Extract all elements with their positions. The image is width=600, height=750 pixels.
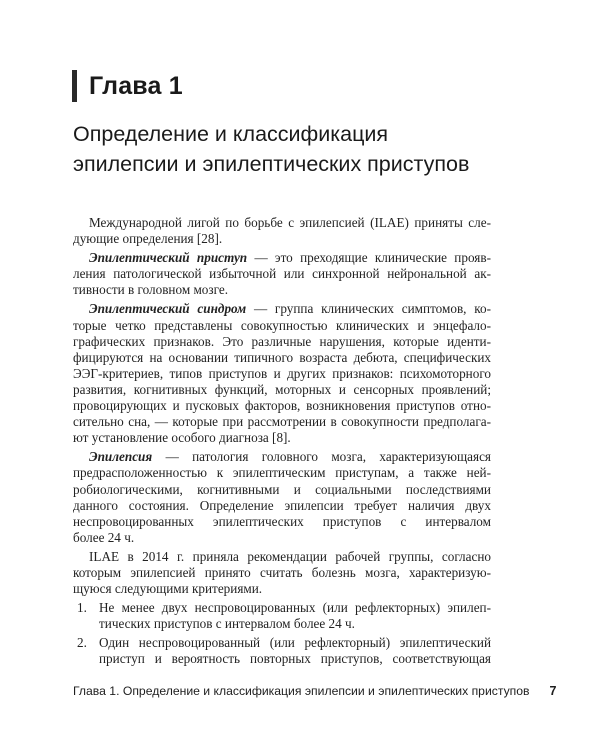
text-line: графических признаков. Это различные нарушения, которые иденти- bbox=[73, 333, 491, 349]
syndrome-definition-start: — группа клинических симптомов, ко- bbox=[246, 301, 491, 317]
text-line: ЭЭГ-критериев, типов приступов и других признаков: психомоторного bbox=[73, 365, 491, 381]
text-line: развития, когнитивных функций, моторных и сенсорных проявлений; bbox=[73, 381, 491, 397]
list-item-number: 1. bbox=[77, 600, 87, 616]
text-line: которым эпилепсией принято считать болезнь мозга, характеризую- bbox=[73, 564, 491, 580]
text-line: более 24 ч. bbox=[73, 529, 135, 545]
list-item-number: 2. bbox=[77, 635, 87, 651]
epilepsy-term: Эпилепсия bbox=[89, 449, 153, 465]
epilepsy-definition-start: — патология головного мозга, характеризующаяся bbox=[152, 449, 491, 465]
text-line bbox=[73, 449, 491, 465]
text-line: ILAE в 2014 г. приняла рекомендации рабочей группы, согласно bbox=[89, 548, 491, 564]
text-line: данного состояния. Определение эпилепсии требует наличия двух bbox=[73, 497, 491, 513]
page-number: 7 bbox=[549, 684, 557, 698]
text-line: сительно сна, — которые при рассмотрении в совокупности предполага- bbox=[73, 414, 491, 430]
text-line: Один неспровоцированный (или рефлекторный) эпилептический bbox=[99, 635, 491, 651]
seizure-definition-start: — это преходящие клинические прояв- bbox=[247, 250, 491, 266]
chapter-title-line: эпилепсии и эпилептических приступов bbox=[73, 152, 470, 176]
body-text bbox=[73, 215, 491, 671]
syndrome-definition bbox=[73, 301, 491, 446]
text-line: робиологическими, когнитивными и социальными последствиями bbox=[73, 481, 491, 497]
intro-paragraph bbox=[73, 215, 491, 247]
ilae-paragraph bbox=[73, 549, 491, 597]
text-line: предрасположенностью к эпилептическим приступам, а также ней- bbox=[73, 465, 491, 481]
text-line: ют установление особого диагноза [8]. bbox=[73, 430, 291, 446]
text-line bbox=[73, 301, 491, 317]
text-line: торые четко представлены совокупностью клинических и энцефало- bbox=[73, 317, 491, 333]
epilepsy-definition bbox=[73, 449, 491, 546]
text-line: фицируются на основании типичного возраста дебюта, специфических bbox=[73, 349, 491, 365]
list-item bbox=[73, 635, 491, 667]
text-line: ления патологической избыточной или синхронной нейрональной ак- bbox=[73, 266, 491, 282]
chapter-heading bbox=[72, 70, 183, 102]
chapter-title bbox=[73, 119, 553, 179]
text-line: тивности в головном мозге. bbox=[73, 282, 228, 298]
criteria-list bbox=[73, 600, 491, 667]
text-line: Не менее двух неспровоцированных (или рефлекторных) эпилеп- bbox=[99, 600, 491, 616]
page-footer bbox=[73, 680, 557, 702]
text-line: приступ и вероятность повторных приступов, соответствующая bbox=[99, 651, 491, 667]
seizure-definition bbox=[73, 250, 491, 298]
text-line: провоцирующих и пусковых факторов, возникновения приступов отно- bbox=[73, 398, 491, 414]
seizure-term: Эпилептический приступ bbox=[89, 250, 248, 266]
text-line bbox=[73, 250, 491, 266]
text-line: тических приступов с интервалом более 24 ч. bbox=[99, 616, 355, 632]
text-line: дующие определения [28]. bbox=[73, 231, 223, 247]
list-item-text bbox=[99, 635, 491, 667]
running-title: Глава 1. Определение и классификация эпилепсии и эпилептических приступов bbox=[73, 684, 530, 698]
text-line: неспровоцированных эпилептических приступов с интервалом bbox=[73, 513, 491, 529]
chapter-label: Глава 1 bbox=[89, 71, 183, 100]
list-item-text bbox=[99, 600, 491, 632]
list-item bbox=[73, 600, 491, 632]
chapter-title-line: Определение и классификация bbox=[73, 122, 389, 146]
text-line: Международной лигой по борьбе с эпилепсией (ILAE) приняты сле- bbox=[89, 215, 491, 230]
text-line: щуюся следующими критериями. bbox=[73, 581, 263, 597]
chapter-heading-bar bbox=[72, 70, 77, 102]
syndrome-term: Эпилептический синдром bbox=[89, 301, 247, 317]
